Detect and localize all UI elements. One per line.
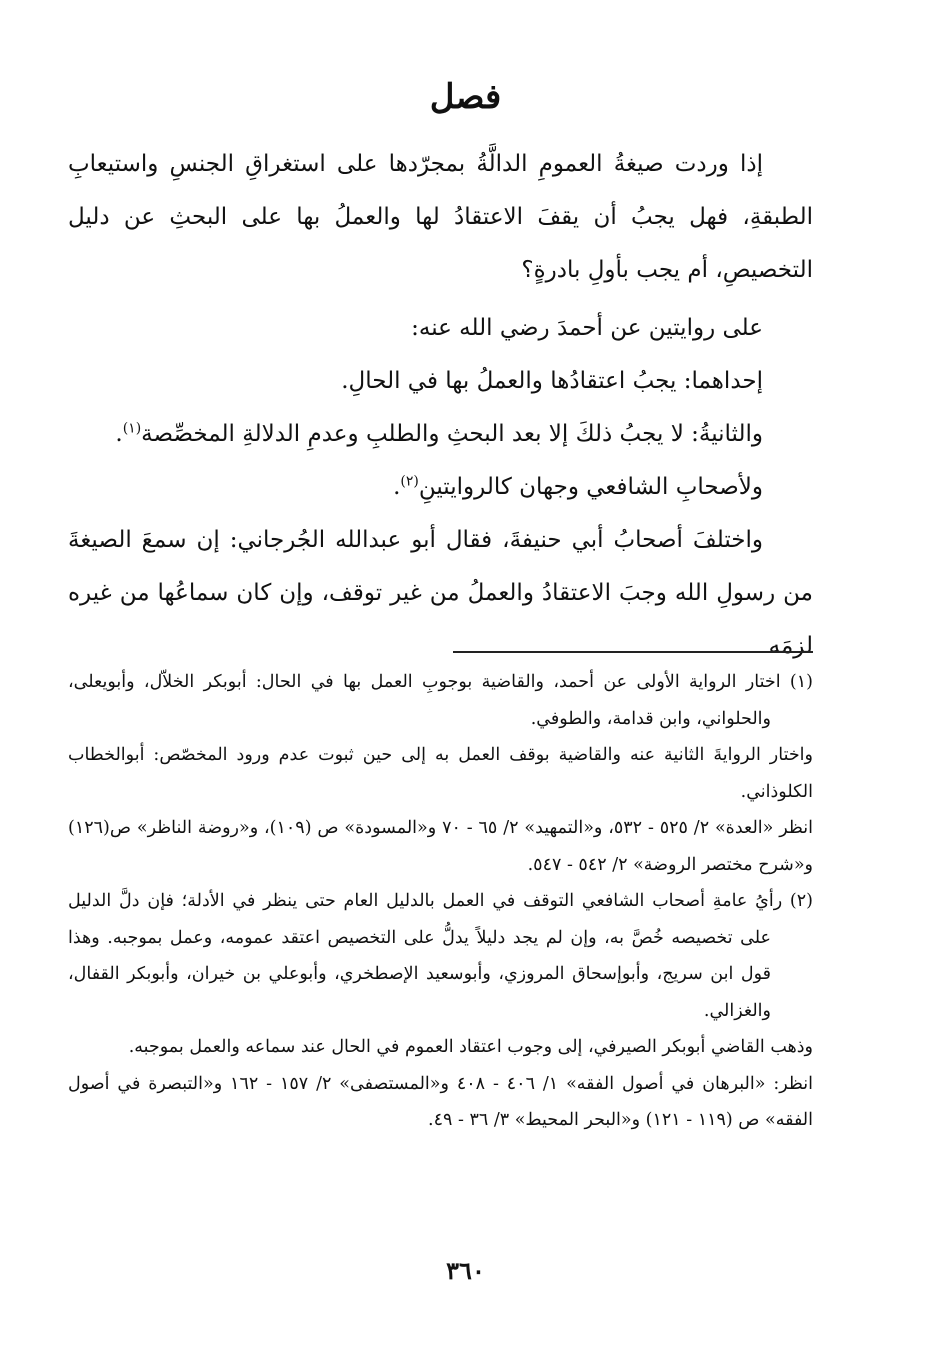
footnote-1-text: (١) اختار الرواية الأولى عن أحمد، والقاضية بوجوبِ العمل بها في الحال: أبوبكر الخلاّل، وأبويعلى، والحلواني، وابن قدامة، والطوفي. — [68, 672, 813, 729]
footnotes — [68, 664, 813, 1139]
footnote-1-references: انظر «العدة» ٢/ ٥٢٥ - ٥٣٢، و«التمهيد» ٢/ ٦٥ - ٧٠ و«المسودة» ص (١٠٩)، و«روضة الناظر» ص(١٢٦) و«شرح مختصر الروضة» ٢/ ٥٤٢ - ٥٤٧. — [68, 818, 813, 875]
second-narration-end: . — [115, 421, 123, 447]
second-narration-text: والثانيةُ: لا يجبُ ذلكَ إلا بعد البحثِ والطلبِ وعدمِ الدلالةِ المخصِّصة — [141, 421, 763, 447]
page-number: ٣٦٠ — [446, 1256, 485, 1285]
paragraph-hanafi-companions: واختلفَ أصحابُ أبي حنيفةَ، فقال أبو عبدالله الجُرجاني: إن سمعَ الصيغةَ من رسولِ الله وجبَ الاعتقادُ والعملُ من غير توقف، وإن كان سماعُها من غيره لزمَه — [68, 527, 813, 659]
footnote-1-second-narration: واختار الروايةَ الثانية عنه والقاضية بوقف العمل به إلى حين ثبوت عدم ورود المخصّص: أبوالخطاب الكلوذاني. — [68, 745, 813, 802]
footnote-2-sayrafi: وذهب القاضي أبوبكر الصيرفي، إلى وجوب اعتقاد العموم في الحال عند سماعه والعمل بموجبه. — [128, 1037, 813, 1057]
shafii-end: . — [393, 474, 401, 500]
paragraph-question: إذا وردت صيغةُ العمومِ الدالَّةُ بمجرّدها على استغراقِ الجنسِ واستيعابِ الطبقةِ، فهل يجبُ أن يقفَ الاعتقادُ لها والعملُ بها على البحثِ عن دليل التخصيصِ، أم يجب بأولِ بادرةٍ؟ — [68, 151, 813, 283]
paragraph-first-narration: إحداهما: يجبُ اعتقادُها والعملُ بها في الحالِ. — [341, 368, 763, 394]
paragraph-second-narration — [68, 408, 813, 461]
section-heading: فصل — [429, 77, 502, 117]
main-text — [68, 138, 813, 673]
footnote-divider — [453, 651, 813, 653]
footnote-ref-1[interactable]: (١) — [122, 420, 142, 437]
footnote-2-text: (٢) رأيُ عامةِ أصحاب الشافعي التوقف في العمل بالدليل العام حتى ينظر في الأدلة؛ فإن دلَّ الدليل على تخصيصه خُصَّ به، وإن لم يجد دليلاً يدلُّ على التخصيص اعتقد عمومه، وعمل بموجبه. وهذا قول ابن سريج، وأبوإسحاق المروزي، وأبوسعيد الإصطخري، وأبوعلي بن خيران، وأبوبكر القفال، والغزالي. — [68, 891, 813, 1021]
paragraph-two-narrations: على روايتين عن أحمدَ رضي الله عنه: — [411, 315, 763, 341]
footnote-2-references: انظر: «البرهان في أصول الفقه» ١/ ٤٠٦ - ٤٠٨ و«المستصفى» ٢/ ١٥٧ - ١٦٢ و«التبصرة في أصول الفقه» ص (١١٩ - ١٢١) و«البحر المحيط» ٣/ ٣٦ - ٤٩. — [68, 1073, 813, 1130]
footnote-ref-2[interactable]: (٢) — [400, 473, 419, 490]
paragraph-shafii-companions — [68, 461, 813, 514]
shafii-text: ولأصحابِ الشافعي وجهان كالروايتينِ — [418, 474, 763, 500]
